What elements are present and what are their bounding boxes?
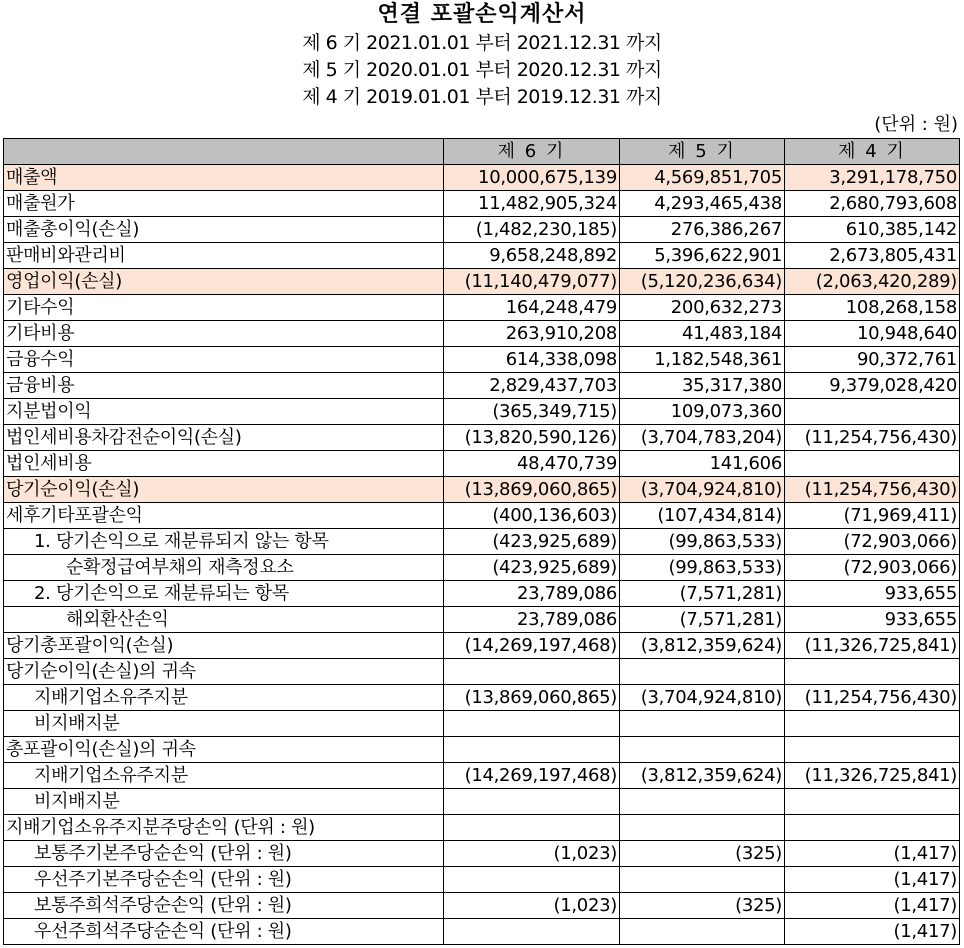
value-period-4 [785,815,960,841]
row-label: 법인세비용차감전순이익(손실) [4,425,444,451]
value-period-5: 4,293,465,438 [620,191,785,217]
value-period-6: 614,338,098 [444,347,620,373]
value-period-4 [785,399,960,425]
value-period-6: (13,869,060,865) [444,477,620,503]
value-period-5: (107,434,814) [620,503,785,529]
row-label: 세후기타포괄손익 [4,503,444,529]
value-period-6 [444,815,620,841]
value-period-5: 1,182,548,361 [620,347,785,373]
row-label: 해외환산손익 [4,607,444,633]
row-label: 매출원가 [4,191,444,217]
table-row [4,607,960,633]
value-period-6: (14,269,197,468) [444,763,620,789]
row-label: 비지배지분 [4,789,444,815]
row-label: 영업이익(손실) [4,269,444,295]
row-label: 금융비용 [4,373,444,399]
value-period-4: (1,417) [785,919,960,945]
value-period-4: (11,326,725,841) [785,763,960,789]
table-row [4,451,960,477]
row-label: 우선주기본주당순손익 (단위 : 원) [4,867,444,893]
unit-label: (단위 : 원) [874,114,958,135]
value-period-4: 610,385,142 [785,217,960,243]
value-period-5: (325) [620,841,785,867]
value-period-6: (1,482,230,185) [444,217,620,243]
row-label: 금융수익 [4,347,444,373]
value-period-5: (325) [620,893,785,919]
value-period-5: (3,812,359,624) [620,763,785,789]
value-period-4: 3,291,178,750 [785,165,960,191]
value-period-5: (3,704,924,810) [620,685,785,711]
value-period-4: (1,417) [785,867,960,893]
value-period-6: (400,136,603) [444,503,620,529]
value-period-6 [444,867,620,893]
table-row [4,919,960,945]
row-label: 비지배지분 [4,711,444,737]
row-label: 매출액 [4,165,444,191]
row-label: 지배기업소유주지분 [4,763,444,789]
value-period-4 [785,451,960,477]
value-period-4: (11,326,725,841) [785,633,960,659]
value-period-4: (72,903,066) [785,555,960,581]
value-period-5: (3,704,783,204) [620,425,785,451]
table-row [4,425,960,451]
value-period-5: 4,569,851,705 [620,165,785,191]
value-period-6: 263,910,208 [444,321,620,347]
value-period-4: (72,903,066) [785,529,960,555]
value-period-5 [620,815,785,841]
value-period-4: (11,254,756,430) [785,477,960,503]
value-period-5: (7,571,281) [620,607,785,633]
value-period-4: 933,655 [785,581,960,607]
value-period-4: (11,254,756,430) [785,685,960,711]
value-period-6: (1,023) [444,841,620,867]
table-row [4,191,960,217]
value-period-6 [444,711,620,737]
row-label: 지분법이익 [4,399,444,425]
value-period-5 [620,711,785,737]
value-period-6: 48,470,739 [444,451,620,477]
row-label: 지배기업소유주지분주당손익 (단위 : 원) [4,815,444,841]
header-period-5: 제 5 기 [620,139,785,165]
value-period-5: 5,396,622,901 [620,243,785,269]
value-period-4 [785,737,960,763]
row-label: 순확정급여부채의 재측정요소 [4,555,444,581]
value-period-6 [444,789,620,815]
value-period-4: 108,268,158 [785,295,960,321]
value-period-6 [444,659,620,685]
value-period-6: (14,269,197,468) [444,633,620,659]
table-header-row [4,139,960,165]
row-label: 판매비와관리비 [4,243,444,269]
row-label: 당기순이익(손실)의 귀속 [4,659,444,685]
value-period-5: (99,863,533) [620,529,785,555]
value-period-6: 9,658,248,892 [444,243,620,269]
table-row [4,685,960,711]
table-row [4,529,960,555]
value-period-5: 109,073,360 [620,399,785,425]
table-row [4,347,960,373]
table-row [4,867,960,893]
value-period-4: (71,969,411) [785,503,960,529]
value-period-6: (11,140,479,077) [444,269,620,295]
value-period-6: 23,789,086 [444,581,620,607]
table-row [4,581,960,607]
value-period-4: 2,680,793,608 [785,191,960,217]
value-period-5 [620,867,785,893]
table-row [4,841,960,867]
value-period-6: (13,869,060,865) [444,685,620,711]
value-period-4: (2,063,420,289) [785,269,960,295]
value-period-6: (423,925,689) [444,555,620,581]
income-statement-table [3,138,960,945]
value-period-5: 35,317,380 [620,373,785,399]
table-row [4,217,960,243]
table-row [4,165,960,191]
row-label: 당기총포괄이익(손실) [4,633,444,659]
value-period-4: 10,948,640 [785,321,960,347]
value-period-4: 90,372,761 [785,347,960,373]
header-label-column [4,139,444,165]
period-6: 제 6 기 2021.01.01 부터 2021.12.31 까지 [302,32,662,54]
value-period-6: (13,820,590,126) [444,425,620,451]
statement-title: 연결 포괄손익계산서 [377,2,587,27]
value-period-4 [785,789,960,815]
value-period-4: (11,254,756,430) [785,425,960,451]
table-row [4,789,960,815]
table-row [4,763,960,789]
header-period-6: 제 6 기 [444,139,620,165]
value-period-5: 41,483,184 [620,321,785,347]
header-period-4: 제 4 기 [785,139,960,165]
row-label: 매출총이익(손실) [4,217,444,243]
table-row [4,321,960,347]
table-row [4,373,960,399]
value-period-5 [620,659,785,685]
value-period-5 [620,919,785,945]
value-period-5: 141,606 [620,451,785,477]
value-period-6: 2,829,437,703 [444,373,620,399]
value-period-6: 10,000,675,139 [444,165,620,191]
table-row [4,893,960,919]
value-period-6: 23,789,086 [444,607,620,633]
value-period-5: (99,863,533) [620,555,785,581]
value-period-6: (365,349,715) [444,399,620,425]
row-label: 2. 당기손익으로 재분류되는 항목 [4,581,444,607]
row-label: 당기순이익(손실) [4,477,444,503]
row-label: 법인세비용 [4,451,444,477]
value-period-4: (1,417) [785,893,960,919]
value-period-5: (5,120,236,634) [620,269,785,295]
value-period-4 [785,659,960,685]
value-period-6: 11,482,905,324 [444,191,620,217]
row-label: 지배기업소유주지분 [4,685,444,711]
table-row [4,737,960,763]
value-period-4 [785,711,960,737]
value-period-4: 933,655 [785,607,960,633]
row-label: 기타수익 [4,295,444,321]
row-label: 보통주기본주당순손익 (단위 : 원) [4,841,444,867]
value-period-4: (1,417) [785,841,960,867]
table-row [4,711,960,737]
table-row [4,815,960,841]
table-row [4,243,960,269]
value-period-5: 276,386,267 [620,217,785,243]
table-row [4,633,960,659]
table-row [4,477,960,503]
value-period-5: 200,632,273 [620,295,785,321]
value-period-5: (3,704,924,810) [620,477,785,503]
table-row [4,295,960,321]
table-row [4,503,960,529]
table-row [4,269,960,295]
row-label: 1. 당기손익으로 재분류되지 않는 항목 [4,529,444,555]
value-period-5 [620,789,785,815]
value-period-4: 9,379,028,420 [785,373,960,399]
value-period-6: (1,023) [444,893,620,919]
value-period-5 [620,737,785,763]
table-row [4,399,960,425]
value-period-6: (423,925,689) [444,529,620,555]
period-5: 제 5 기 2020.01.01 부터 2020.12.31 까지 [302,59,662,81]
value-period-6 [444,919,620,945]
row-label: 총포괄이익(손실)의 귀속 [4,737,444,763]
row-label: 기타비용 [4,321,444,347]
row-label: 우선주희석주당순손익 (단위 : 원) [4,919,444,945]
value-period-6 [444,737,620,763]
table-row [4,555,960,581]
value-period-4: 2,673,805,431 [785,243,960,269]
period-4: 제 4 기 2019.01.01 부터 2019.12.31 까지 [302,86,662,108]
value-period-5: (3,812,359,624) [620,633,785,659]
row-label: 보통주희석주당순손익 (단위 : 원) [4,893,444,919]
value-period-5: (7,571,281) [620,581,785,607]
value-period-6: 164,248,479 [444,295,620,321]
table-row [4,659,960,685]
